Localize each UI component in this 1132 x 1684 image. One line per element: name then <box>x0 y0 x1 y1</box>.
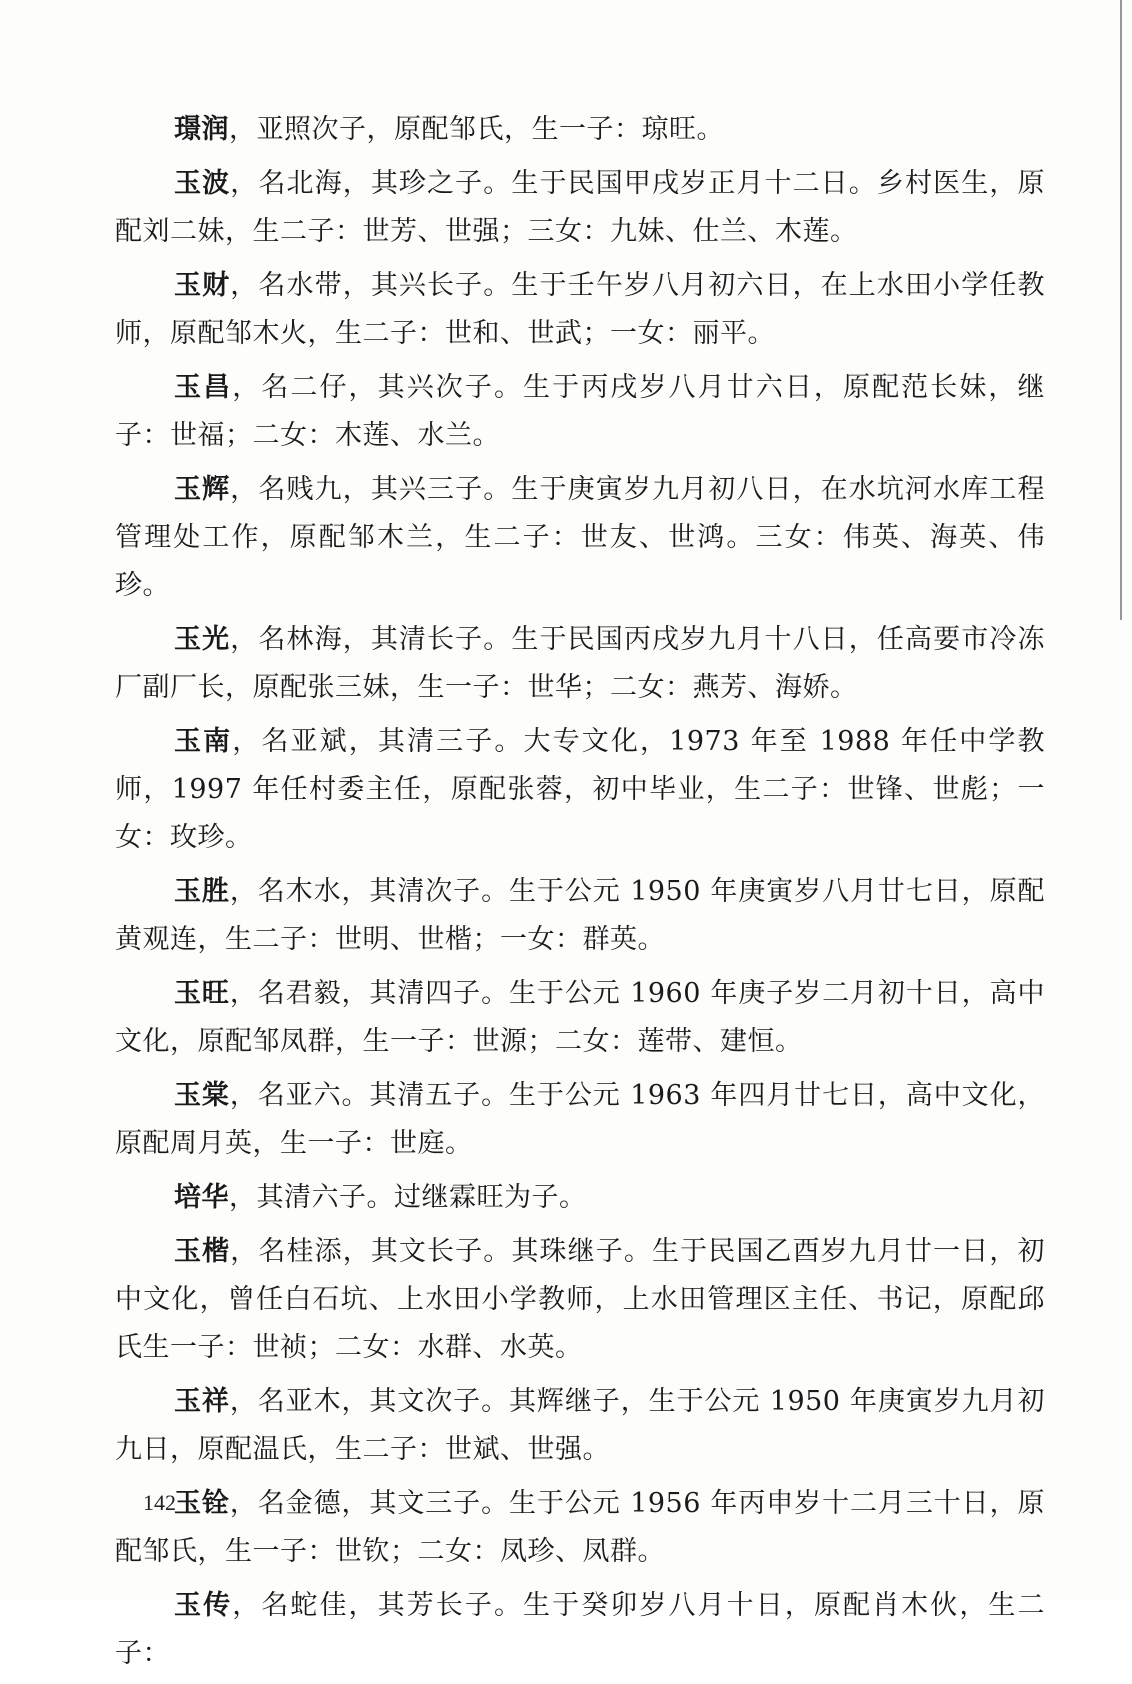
entry-text: ，亚照次子，原配邹氏，生一子：琼旺。 <box>229 114 724 145</box>
person-name: 玉光 <box>174 624 231 655</box>
person-name: 玉旺 <box>174 978 230 1009</box>
entry-paragraph <box>115 1174 1045 1222</box>
entry-text: ，名二仔，其兴次子。生于丙戌岁八月廿六日，原配范长妹，继子：世福；二女：木莲、水兰。 <box>115 372 1046 451</box>
entry-paragraph <box>115 364 1045 460</box>
entry-paragraph <box>115 1480 1045 1576</box>
person-name: 璟润 <box>174 114 229 145</box>
person-name: 玉南 <box>174 726 233 757</box>
entry-text: ，名木水，其清次子。生于公元 1950 年庚寅岁八月廿七日，原配黄观连，生二子：世明、世楷；一女：群英。 <box>115 876 1045 955</box>
person-name: 培华 <box>174 1182 229 1213</box>
entry-text: ，名君毅，其清四子。生于公元 1960 年庚子岁二月初十日，高中文化，原配邹凤群，生一子：世源；二女：莲带、建恒。 <box>115 978 1045 1057</box>
entry-paragraph <box>115 868 1045 964</box>
entry-paragraph <box>115 970 1045 1066</box>
person-name: 玉昌 <box>174 372 233 403</box>
entry-text: ，名蛇佳，其芳长子。生于癸卯岁八月十日，原配肖木伙，生二子： <box>115 1590 1046 1669</box>
genealogy-text <box>115 106 1045 1684</box>
entry-paragraph <box>115 160 1045 256</box>
person-name: 玉辉 <box>174 474 231 505</box>
entry-text: ，名亚斌，其清三子。大专文化，1973 年至 1988 年任中学教师，1997 年任村委主任，原配张蓉，初中毕业，生二子：世锋、世彪；一女：玫珍。 <box>115 726 1045 853</box>
entry-paragraph <box>115 1582 1045 1678</box>
person-name: 玉铨 <box>174 1488 230 1519</box>
entry-paragraph <box>115 616 1045 712</box>
person-name: 玉棠 <box>174 1080 230 1111</box>
entry-text: ，名亚六。其清五子。生于公元 1963 年四月廿七日，高中文化，原配周月英，生一子：世庭。 <box>115 1080 1045 1159</box>
person-name: 玉楷 <box>174 1236 231 1267</box>
entry-paragraph <box>115 106 1045 154</box>
page-number: 142 <box>143 1490 176 1515</box>
entry-text: ，名林海，其清长子。生于民国丙戌岁九月十八日，任高要市冷冻厂副厂长，原配张三妹，生一子：世华；二女：燕芳、海娇。 <box>115 624 1045 703</box>
entry-text: ，名金德，其文三子。生于公元 1956 年丙申岁十二月三十日，原配邹氏，生一子：世钦；二女：凤珍、凤群。 <box>115 1488 1045 1567</box>
entry-text: ，其清六子。过继霖旺为子。 <box>229 1182 587 1213</box>
entry-text: ，名北海，其珍之子。生于民国甲戌岁正月十二日。乡村医生，原配刘二妹，生二子：世芳、世强；三女：九妹、仕兰、木莲。 <box>115 168 1045 247</box>
entry-text: ，名水带，其兴长子。生于壬午岁八月初六日，在上水田小学任教师，原配邹木火，生二子：世和、世武；一女：丽平。 <box>115 270 1045 349</box>
entry-text: ，名贱九，其兴三子。生于庚寅岁九月初八日，在水坑河水库工程管理处工作，原配邹木兰，生二子：世友、世鸿。三女：伟英、海英、伟珍。 <box>115 474 1045 601</box>
scan-edge-line <box>1120 0 1122 620</box>
person-name: 玉波 <box>174 168 231 199</box>
entry-paragraph <box>115 1228 1045 1372</box>
entry-paragraph <box>115 718 1045 862</box>
entry-text: ，名亚木，其文次子。其辉继子，生于公元 1950 年庚寅岁九月初九日，原配温氏，生二子：世斌、世强。 <box>115 1386 1045 1465</box>
entry-paragraph <box>115 1378 1045 1474</box>
person-name: 玉胜 <box>174 876 230 907</box>
entry-paragraph <box>115 1072 1045 1168</box>
person-name: 玉财 <box>174 270 231 301</box>
person-name: 玉祥 <box>174 1386 230 1417</box>
entry-text: ，名桂添，其文长子。其珠继子。生于民国乙酉岁九月廿一日，初中文化，曾任白石坑、上水田小学教师，上水田管理区主任、书记，原配邱氏生一子：世祯；二女：水群、水英。 <box>115 1236 1045 1363</box>
person-name: 玉传 <box>174 1590 233 1621</box>
entry-paragraph <box>115 262 1045 358</box>
entry-paragraph <box>115 466 1045 610</box>
